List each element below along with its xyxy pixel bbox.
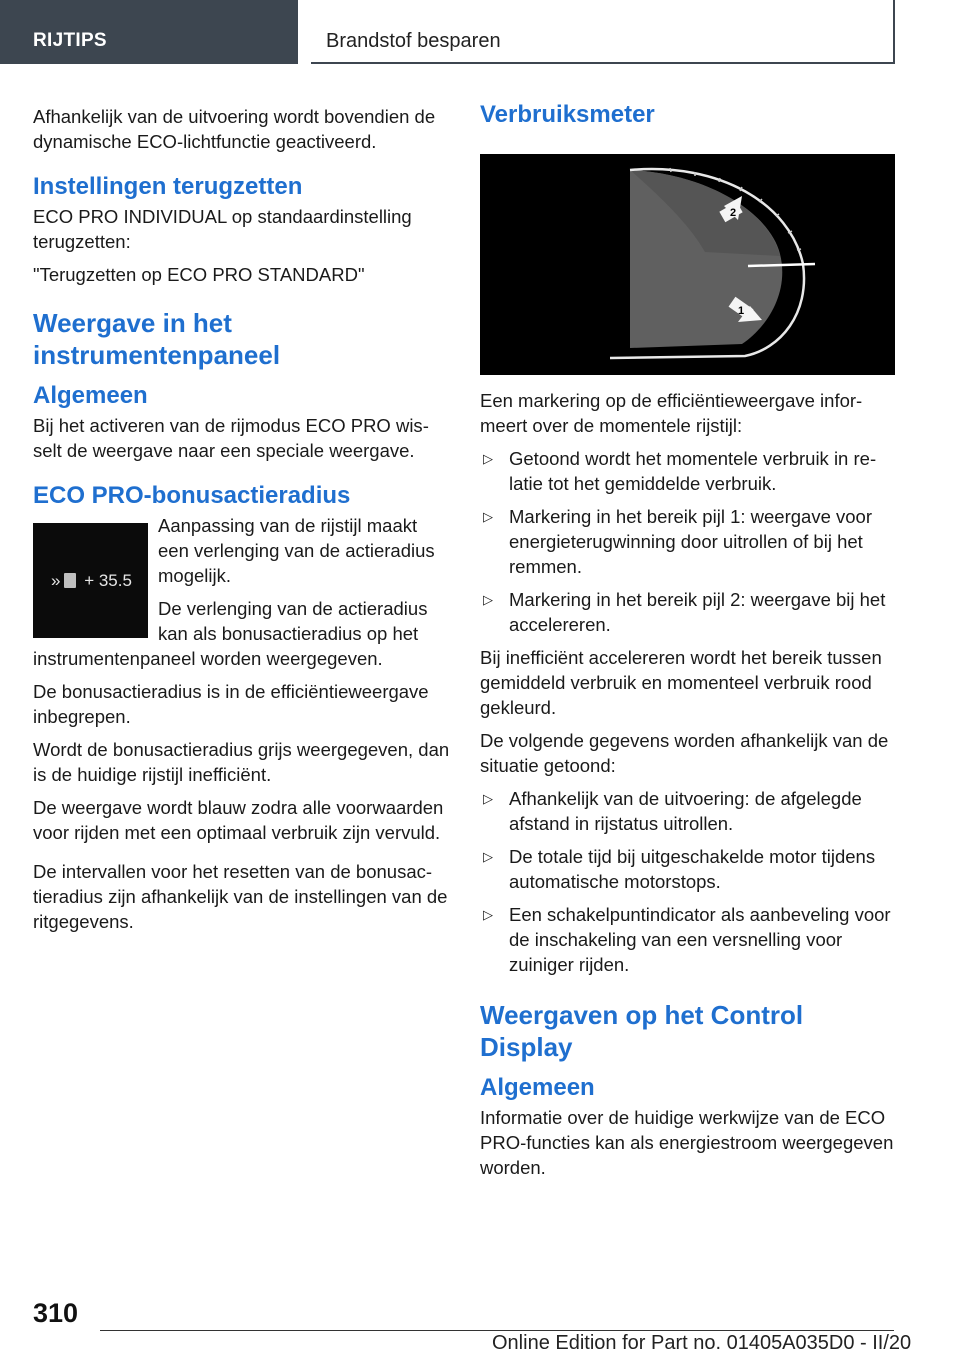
consumption-meter-image bbox=[480, 154, 895, 375]
chevron-right-icon: » bbox=[51, 571, 61, 590]
list-item: ▷ Getoond wordt het momentele verbruik in relatie tot het gemiddelde verbruik. bbox=[483, 448, 877, 494]
footer-divider bbox=[100, 1330, 894, 1331]
general-heading: Algemeen bbox=[33, 382, 148, 409]
panel-heading: Weergave in het instrumentenpaneel bbox=[33, 308, 281, 370]
triangle-bullet-icon: ▷ bbox=[483, 451, 493, 466]
bonus-text-4: Wordt de bonusactieradius grijs weergegeven, dan is de huidige rijstijl inefficiënt. bbox=[33, 739, 450, 785]
chapter-title: Brandstof besparen bbox=[311, 0, 895, 64]
arrow-2-label: 2 bbox=[730, 207, 737, 219]
reset-menu-path: "Terugzetten op ECO PRO STANDARD" bbox=[33, 264, 365, 285]
fuel-pump-icon bbox=[64, 573, 76, 588]
control-display-heading: Weergaven op het Control Display bbox=[480, 1000, 804, 1062]
reset-text: ECO PRO INDIVIDUAL op standaardinstelling terugzetten: bbox=[33, 206, 412, 252]
bonus-range-display-image bbox=[33, 523, 148, 638]
triangle-bullet-icon: ▷ bbox=[483, 592, 493, 607]
list-item: ▷ Markering in het bereik pijl 1: weergave voor energieterugwinning door uitrollen of bij het remmen. bbox=[483, 506, 872, 577]
list-item: ▷ Markering in het bereik pijl 2: weergave bij het accelereren. bbox=[483, 589, 886, 635]
intro-paragraph: Afhankelijk van de uitvoering wordt bovendien de dynamische ECO-lichtfunctie geactiveerd. bbox=[33, 106, 436, 152]
data-list bbox=[480, 786, 896, 977]
list-item: ▷ De totale tijd bij uitgeschakelde motor tijdens automatische motorstops. bbox=[483, 846, 876, 892]
bonus-text-2: De verlenging van de actieradius kan als bonusactieradius op het instrumentenpaneel worden weergegeven. bbox=[33, 598, 428, 669]
meter-heading: Verbruiksmeter bbox=[480, 101, 655, 128]
general-heading-2: Algemeen bbox=[480, 1074, 595, 1101]
triangle-bullet-icon: ▷ bbox=[483, 849, 493, 864]
bonus-range-value: + 35.5 bbox=[84, 571, 132, 590]
bonus-text-5: De weergave wordt blauw zodra alle voorwaarden voor rijden met een optimaal verbruik zijn vervuld. bbox=[33, 797, 444, 843]
triangle-bullet-icon: ▷ bbox=[483, 907, 493, 922]
general-text: Bij het activeren van de rijmodus ECO PRO wisselt de weergave naar een speciale weergave. bbox=[33, 415, 429, 461]
data-intro: De volgende gegevens worden afhankelijk van de situatie getoond: bbox=[480, 730, 889, 776]
triangle-bullet-icon: ▷ bbox=[483, 509, 493, 524]
marking-list bbox=[480, 446, 896, 637]
page-header bbox=[0, 0, 960, 66]
inefficient-text: Bij inefficiënt accelereren wordt het bereik tussen gemiddeld verbruik en momenteel verbruik rood gekleurd. bbox=[480, 647, 882, 718]
bonus-heading: ECO PRO-bonusactieradius bbox=[33, 482, 351, 509]
meter-intro: Een markering op de efficiëntieweergave informeert over de momentele rijstijl: bbox=[480, 390, 863, 436]
bonus-text-3: De bonusactieradius is in de efficiëntieweergave inbegrepen. bbox=[33, 681, 429, 727]
page-number: 310 bbox=[33, 1298, 79, 1328]
left-column bbox=[33, 104, 451, 942]
right-column bbox=[480, 100, 896, 1188]
bonus-text-1: Aanpassing van de rijstijl maakt een verlenging van de actieradius mogelijk. bbox=[158, 515, 435, 586]
edition-note: Online Edition for Part no. 01405A035D0 - II/20 bbox=[492, 1332, 912, 1354]
general-text-2: Informatie over de huidige werkwijze van de ECO PRO-functies kan als energiestroom weergegeven worden. bbox=[480, 1107, 894, 1178]
section-tab: RIJTIPS bbox=[0, 0, 298, 64]
reset-heading: Instellingen terugzetten bbox=[33, 173, 303, 200]
arrow-1-label: 1 bbox=[738, 305, 745, 317]
list-item: ▷ Afhankelijk van de uitvoering: de afgelegde afstand in rijstatus uitrollen. bbox=[483, 788, 862, 834]
triangle-bullet-icon: ▷ bbox=[483, 791, 493, 806]
bonus-range-readout bbox=[51, 571, 132, 591]
list-item: ▷ Een schakelpuntindicator als aanbeveling voor de inschakeling van een versnelling voor zuiniger rijden. bbox=[483, 904, 891, 975]
bonus-text-6: De intervallen voor het resetten van de bonusactieradius zijn afhankelijk van de instellingen van de ritgegevens. bbox=[33, 861, 448, 932]
